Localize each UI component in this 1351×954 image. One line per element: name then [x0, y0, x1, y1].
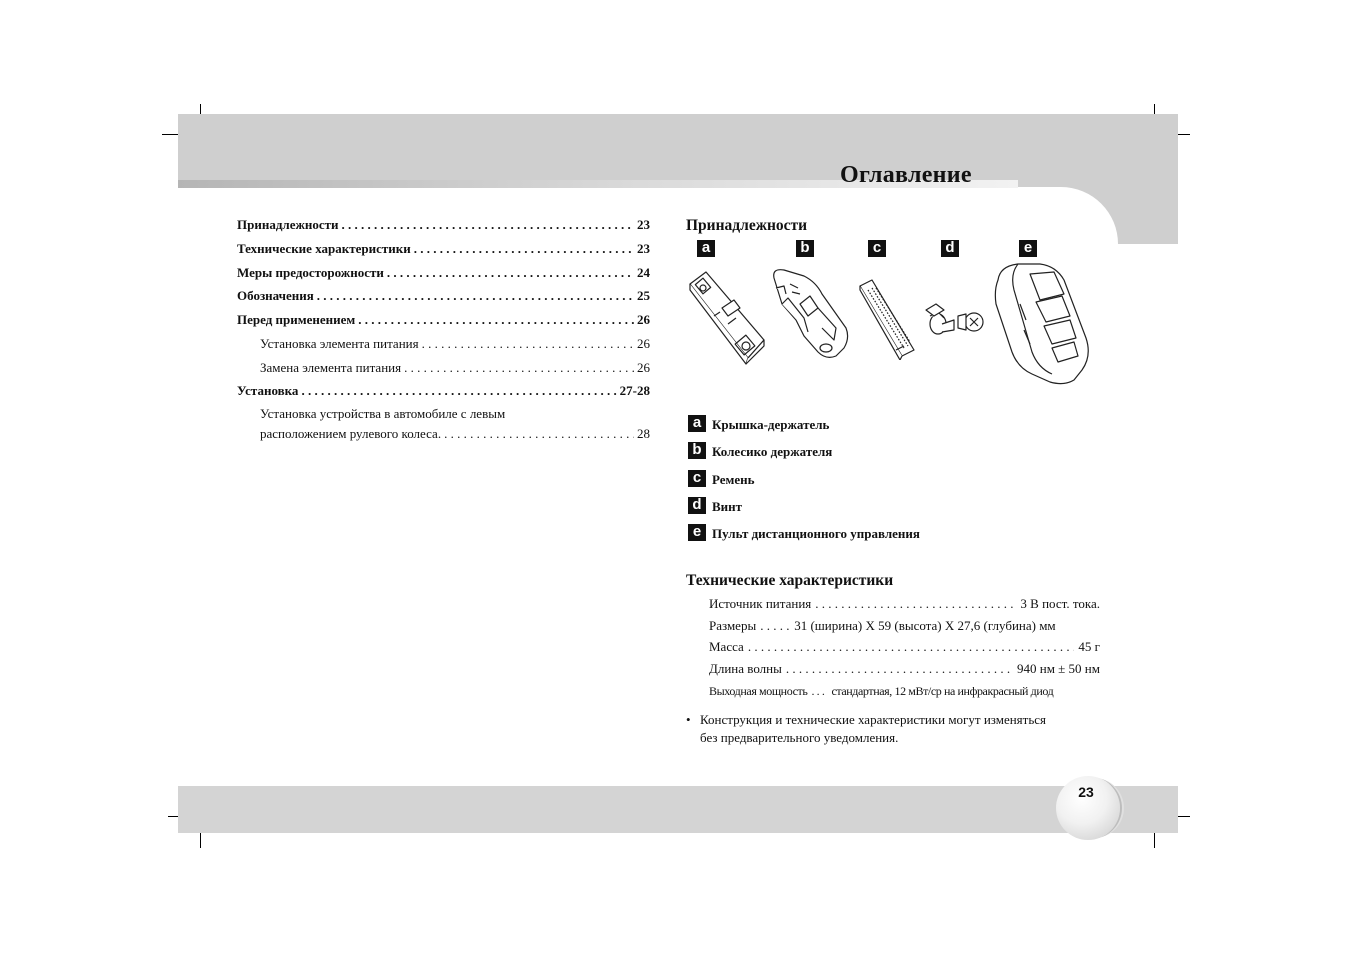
- toc-page: 28: [637, 426, 650, 441]
- note-line-2: без предварительного уведомления.: [700, 730, 899, 745]
- footer-band: [178, 786, 1178, 833]
- toc-label: Принадлежности: [237, 217, 339, 232]
- spec-value: 45 г: [1078, 639, 1100, 654]
- note-line-1: Конструкция и технические характеристики могут изменяться: [700, 712, 1047, 727]
- toc-entry[interactable]: [237, 265, 650, 281]
- holder-cover-icon: [684, 266, 768, 368]
- strap-icon: [854, 276, 918, 360]
- spec-label: Масса: [709, 639, 744, 654]
- spec-row: [709, 661, 1100, 677]
- spec-row: [709, 639, 1100, 655]
- note-bullet: •: [686, 712, 691, 727]
- spec-value: 940 нм ± 50 нм: [1016, 661, 1100, 676]
- toc-page: 26: [637, 336, 650, 351]
- toc-label: Обозначения: [237, 288, 314, 303]
- accessory-label: Колесико держателя: [712, 444, 833, 459]
- toc-label: Установка элемента питания: [260, 336, 419, 351]
- letter-c-badge: c: [688, 470, 706, 487]
- holder-wheel-icon: [764, 264, 854, 360]
- toc-entry[interactable]: [237, 383, 650, 399]
- toc-entry[interactable]: [237, 241, 650, 257]
- letter-a-badge: a: [688, 415, 706, 432]
- spec-label: Выходная мощность: [709, 684, 808, 698]
- toc-label: Замена элемента питания: [260, 360, 402, 375]
- toc-label: Технические характеристики: [237, 241, 411, 256]
- accessory-label: Ремень: [712, 472, 755, 487]
- toc-entry[interactable]: [260, 426, 650, 442]
- spec-value: стандартная, 12 мВт/ср на инфракрасный диод: [831, 684, 1054, 698]
- accessory-label: Пульт дистанционного управления: [712, 526, 920, 541]
- spec-label: Размеры: [709, 618, 757, 633]
- spec-value: 3 В пост. тока.: [1020, 596, 1100, 611]
- accessory-label: Винт: [712, 499, 743, 514]
- spec-label: Длина волны: [709, 661, 782, 676]
- toc-page: 26: [637, 360, 650, 375]
- toc-entry[interactable]: [260, 336, 650, 352]
- toc-page: 27-28: [619, 383, 650, 398]
- specs-heading: Технические характеристики: [686, 572, 894, 589]
- letter-b-badge: b: [796, 240, 814, 257]
- toc-page: 23: [637, 241, 650, 256]
- spec-value: 31 (ширина) X 59 (высота) X 27,6 (глубина) мм: [794, 618, 1056, 633]
- spec-row: [709, 596, 1100, 612]
- spec-row: [709, 618, 1100, 634]
- toc-label: Установка: [237, 383, 299, 398]
- toc-entry[interactable]: [237, 288, 650, 304]
- toc-label: Перед применением: [237, 312, 356, 327]
- accessories-heading: Принадлежности: [686, 217, 808, 234]
- letter-b-badge: b: [688, 442, 706, 459]
- toc-entry-line1[interactable]: Установка устройства в автомобиле с левым: [260, 406, 506, 421]
- letter-c-badge: c: [868, 240, 886, 257]
- remote-control-icon: [990, 260, 1092, 386]
- toc-page: 23: [637, 217, 650, 232]
- header-cutout: [178, 187, 1118, 244]
- spec-row: [709, 683, 1100, 699]
- spec-label: Источник питания: [709, 596, 812, 611]
- letter-a-badge: a: [697, 240, 715, 257]
- letter-e-badge: e: [688, 524, 706, 541]
- letter-d-badge: d: [688, 497, 706, 514]
- toc-label: Меры предосторожности: [237, 265, 384, 280]
- page-number: 23: [1078, 784, 1094, 800]
- toc-page: 25: [637, 288, 650, 303]
- toc-page: 24: [637, 265, 650, 280]
- letter-d-badge: d: [941, 240, 959, 257]
- toc-label: расположением рулевого колеса.: [260, 426, 442, 441]
- toc-entry[interactable]: [237, 217, 650, 233]
- toc-entry[interactable]: [260, 360, 650, 376]
- screw-icon: [924, 302, 986, 340]
- page-title: Оглавление: [840, 162, 972, 188]
- toc-page: 26: [637, 312, 650, 327]
- letter-e-badge: e: [1019, 240, 1037, 257]
- toc-entry[interactable]: [237, 312, 650, 328]
- accessory-label: Крышка-держатель: [712, 417, 830, 432]
